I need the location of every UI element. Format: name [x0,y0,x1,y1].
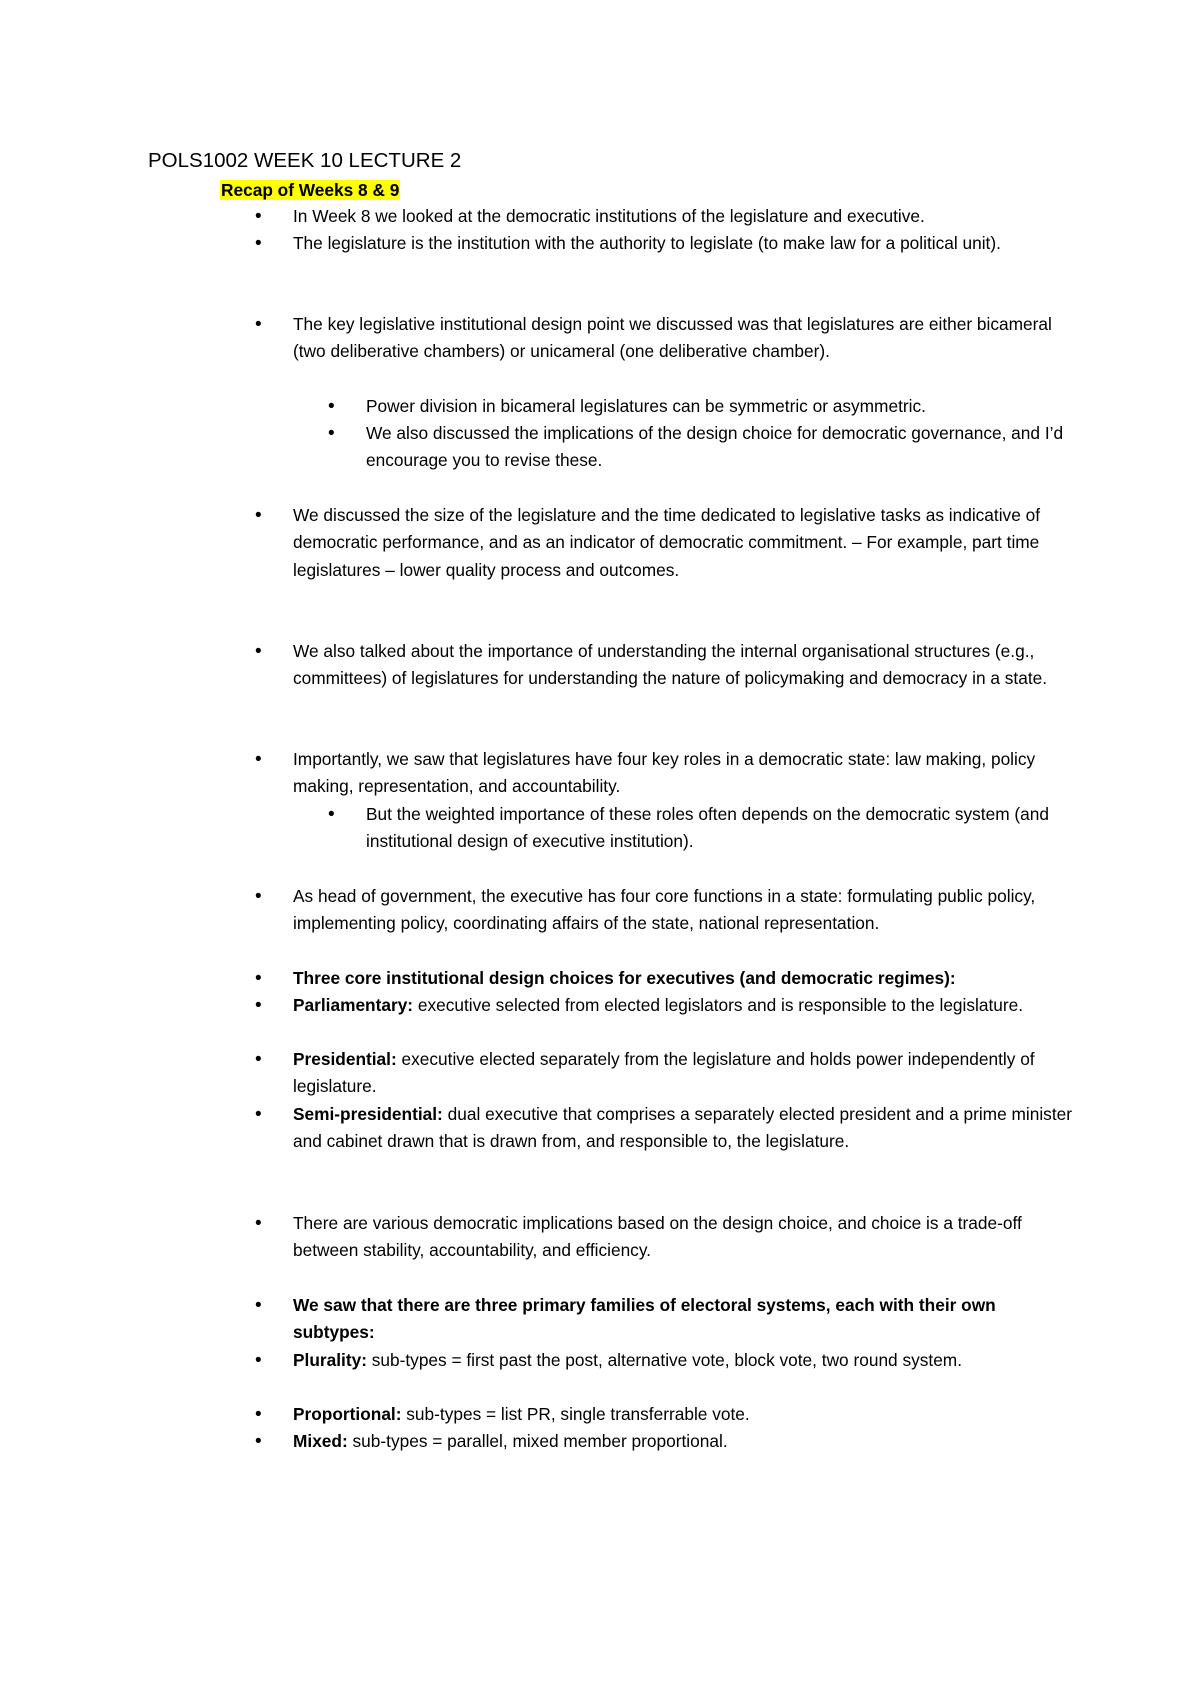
list-item-text: Three core institutional design choices for executives (and democratic regimes): [293,968,956,988]
bullet-icon: • [328,396,335,417]
list-item [255,638,1073,693]
list-item [328,420,1073,475]
bullet-icon: • [255,749,262,770]
list-item-text: We saw that there are three primary families of electoral systems, each with their own subtypes: [293,1295,996,1343]
list-item-text: We also discussed the implications of the design choice for democratic governance, and I’d encourage you to revise these. [366,423,1064,471]
list-item [328,801,1073,856]
list-item [255,1347,1073,1374]
bullet-icon: • [255,206,262,227]
list-item-text: Presidential: executive elected separately from the legislature and holds power independently of legislature. [293,1049,1035,1097]
bullet-icon: • [255,1404,262,1425]
list-item [255,1046,1073,1101]
bullet-icon: • [255,641,262,662]
bullet-icon: • [328,423,335,444]
list-item [255,1292,1073,1347]
list-item-text: The legislature is the institution with the authority to legislate (to make law for a political unit). [293,233,1001,253]
bullet-icon: • [255,1350,262,1371]
bullet-icon: • [255,505,262,526]
bullet-icon: • [328,804,335,825]
list-item-text: We discussed the size of the legislature and the time dedicated to legislative tasks as indicative of democratic performance, and as an indicator of democratic commitment. – For example, part time legislatures – lower quality process and outcomes. [293,505,1041,580]
list-item-text: In Week 8 we looked at the democratic institutions of the legislature and executive. [293,206,925,226]
bullet-icon: • [255,968,262,989]
list-item-text: Proportional: sub-types = list PR, single transferrable vote. [293,1404,750,1424]
bullet-icon: • [255,1295,262,1316]
bullet-icon: • [255,314,262,335]
list-item-text: Mixed: sub-types = parallel, mixed member proportional. [293,1431,728,1451]
bullet-icon: • [255,1049,262,1070]
bullet-icon: • [255,995,262,1016]
bullet-icon: • [255,233,262,254]
list-item [255,1401,1073,1428]
section-heading [220,179,400,201]
list-item-text: As head of government, the executive has four core functions in a state: formulating public policy, implementing policy, coordinating affairs of the state, national representation. [293,886,1036,934]
list-item-text: Plurality: sub-types = first past the post, alternative vote, block vote, two round system. [293,1350,963,1370]
list-item-text: There are various democratic implications based on the design choice, and choice is a trade-off between stability, accountability, and efficiency. [293,1213,1022,1261]
list-item [328,393,1073,420]
section-heading-text: Recap of Weeks 8 & 9 [221,180,400,200]
list-item [255,1101,1073,1156]
list-item [255,502,1073,584]
list-item [255,203,1073,230]
list-item-text: Parliamentary: executive selected from elected legislators and is responsible to the legislature. [293,995,1024,1015]
list-item [255,1210,1073,1265]
bullet-icon: • [255,886,262,907]
list-item-text: But the weighted importance of these roles often depends on the democratic system (and institutional design of executive institution). [366,804,1050,852]
list-item-text: Power division in bicameral legislatures can be symmetric or asymmetric. [366,396,926,416]
list-item [255,230,1073,257]
bullet-icon: • [255,1431,262,1452]
list-item [255,311,1073,366]
list-item [255,883,1073,938]
bullet-icon: • [255,1213,262,1234]
list-item [255,1428,1073,1455]
document-title: POLS1002 WEEK 10 LECTURE 2 [148,149,462,172]
list-item-text: The key legislative institutional design point we discussed was that legislatures are either bicameral (two deliberative chambers) or unicameral (one deliberative chamber). [293,314,1052,362]
list-item [255,746,1073,801]
list-item-text: Semi-presidential: dual executive that comprises a separately elected president and a prime minister and cabinet drawn that is drawn from, and responsible to, the legislature. [293,1104,1072,1152]
list-item-text: We also talked about the importance of understanding the internal organisational structures (e.g., committees) of legislatures for understanding the nature of policymaking and democracy in a state. [293,641,1048,689]
list-item [255,992,1073,1019]
bullet-icon: • [255,1104,262,1125]
list-item [255,965,1073,992]
list-item-text: Importantly, we saw that legislatures have four key roles in a democratic state: law making, policy making, representation, and accountability. [293,749,1036,797]
